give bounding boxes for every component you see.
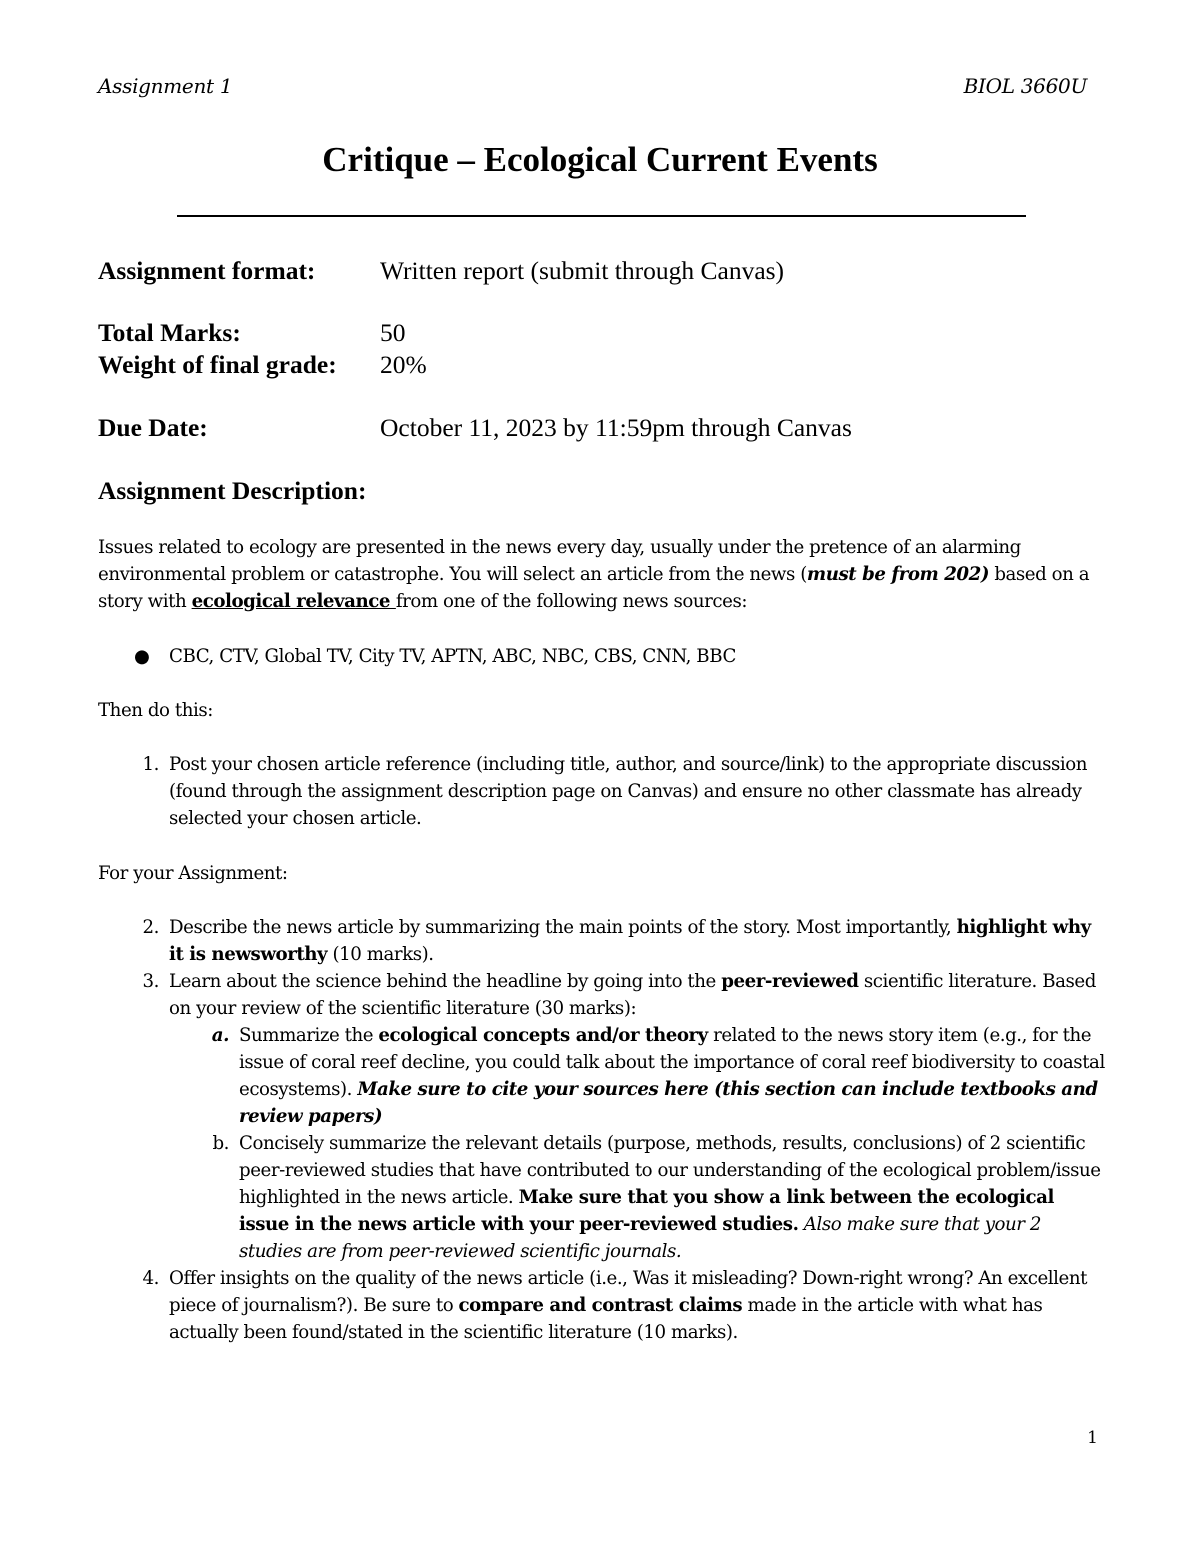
marks-value: 50 <box>380 318 406 347</box>
step-emphasis: compare and contrast claims <box>458 1295 743 1316</box>
step-list-2 <box>98 914 1108 1346</box>
meta-format <box>98 256 784 286</box>
list-item <box>98 643 1108 670</box>
weight-value: 20% <box>380 350 427 379</box>
description-heading: Assignment Description: <box>98 476 367 505</box>
sources-text: CBC, CTV, Global TV, City TV, APTN, ABC, NBC, CBS, CNN, BBC <box>169 646 736 667</box>
header-assignment: Assignment 1 <box>98 74 233 98</box>
due-label: Due Date: <box>98 413 208 442</box>
description-paragraph <box>98 534 1108 615</box>
list-item <box>169 1022 1108 1130</box>
step-text: made in the article with what has actually been found/stated in the scientific literature (10 marks). <box>169 1295 1043 1343</box>
substep-text: Summarize the <box>239 1025 379 1046</box>
list-item <box>98 914 1108 968</box>
sources-list <box>98 643 1108 670</box>
weight-label: Weight of final grade: <box>98 350 337 379</box>
step-list-1 <box>98 751 1108 832</box>
step-number: 4. <box>142 1268 159 1289</box>
meta-weight <box>98 350 427 380</box>
step-text: Describe the news article by summarizing the main points of the story. Most importantly, <box>169 917 957 938</box>
step-content <box>169 968 1108 1265</box>
step-number: 2. <box>142 917 159 938</box>
substep-emphasis: ecological concepts and/or theory <box>378 1025 708 1046</box>
format-value: Written report (submit through Canvas) <box>380 256 785 285</box>
title-divider <box>177 215 1026 217</box>
substep-emphasis: Make sure to cite your sources here (this section can include textbooks and review papers) <box>239 1079 1098 1127</box>
step-emphasis: highlight why it is newsworthy <box>169 917 1091 965</box>
bullet-icon: ● <box>134 646 150 667</box>
step-number: 1. <box>142 754 159 775</box>
list-item <box>98 751 1108 832</box>
para-ecological-relevance: ecological relevance <box>191 591 396 612</box>
step-content <box>169 1265 1108 1346</box>
due-value: October 11, 2023 by 11:59pm through Canvas <box>380 413 852 442</box>
substep-content <box>239 1130 1108 1265</box>
step-text: Offer insights on the quality of the news article (i.e., Was it misleading? Down-right wrong? An excellent piece of journalism?). Be sure to <box>169 1268 1087 1316</box>
for-your-assignment: For your Assignment: <box>98 863 288 884</box>
marks-label: Total Marks: <box>98 318 241 347</box>
meta-due <box>98 413 852 443</box>
para-text-3: from one of the following news sources: <box>395 591 748 612</box>
substep-emphasis: Make sure that you show a link between the ecological issue in the news article with your peer-reviewed studies. <box>239 1187 1054 1235</box>
meta-marks <box>98 318 406 348</box>
then-do-this: Then do this: <box>98 700 213 721</box>
list-item <box>98 1265 1108 1346</box>
step-text: scientific literature. Based on your review of the scientific literature (30 marks): <box>169 971 1096 1019</box>
substep-text: related to the news story item (e.g., for the issue of coral reef decline, you could talk about the importance of coral reef biodiversity to coastal ecosystems). <box>239 1025 1105 1100</box>
substep-letter: b. <box>212 1133 229 1154</box>
list-item <box>169 1130 1108 1265</box>
step-text: (10 marks). <box>327 944 434 965</box>
page-number: 1 <box>1087 1428 1098 1448</box>
document-title: Critique – Ecological Current Events <box>322 140 878 179</box>
format-label: Assignment format: <box>98 256 316 285</box>
para-must-be-from: must be from 202) <box>806 564 989 585</box>
step-number: 3. <box>142 971 159 992</box>
substep-letter: a. <box>211 1025 229 1046</box>
step-content <box>169 914 1108 968</box>
step-emphasis: peer-reviewed <box>721 971 859 992</box>
step-text: Learn about the science behind the headline by going into the <box>169 971 722 992</box>
step-text: Post your chosen article reference (including title, author, and source/link) to the appropriate discussion (found through the assignment description page on Canvas) and ensure no other classmate has already selected your chosen article. <box>169 754 1088 829</box>
para-text-1: Issues related to ecology are presented in the news every day, usually under the pretence of an alarming environmental problem or catastrophe. You will select an article from the news ( <box>98 537 1021 585</box>
para-text-2: based on a story with <box>98 564 1090 612</box>
substep-italic: Also make sure that your 2 studies are from peer-reviewed scientific journals. <box>239 1214 1041 1262</box>
list-item <box>98 968 1108 1265</box>
header-course-code: BIOL 3660U <box>963 74 1087 98</box>
substep-text: Concisely summarize the relevant details (purpose, methods, results, conclusions) of 2 scientific peer-reviewed studies that have contributed to our understanding of the ecological problem/issue highlighted in the news article. <box>239 1133 1101 1208</box>
substep-content <box>239 1022 1108 1130</box>
